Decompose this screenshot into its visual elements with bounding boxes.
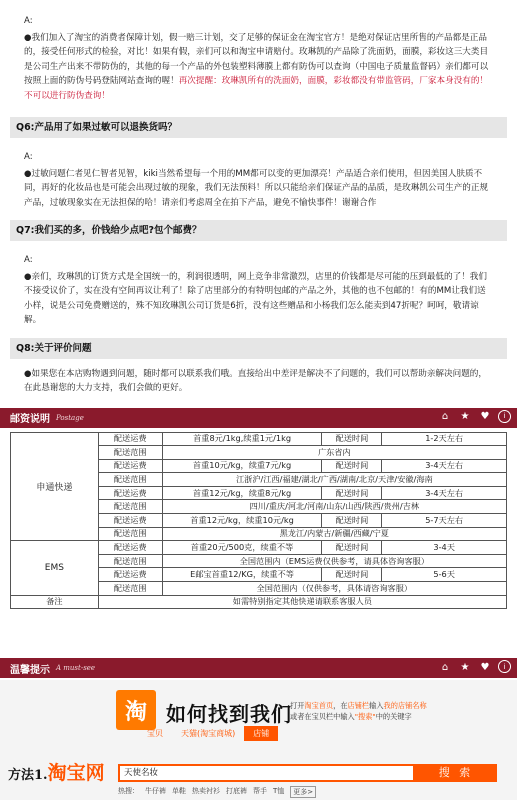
hint-text: 或者在宝贝栏中输入 bbox=[290, 712, 355, 721]
table-cell: 首重8元/1kg,续重1元/1kg bbox=[162, 432, 322, 446]
remark-label: 备注 bbox=[11, 595, 99, 609]
table-cell: 首重12元/kg，续重10元/kg bbox=[162, 514, 322, 528]
hot-link[interactable]: 单鞋 bbox=[172, 787, 186, 795]
table-cell: E邮宝首重12/KG，续重不等 bbox=[162, 568, 322, 582]
search-button[interactable]: 搜 索 bbox=[415, 764, 497, 782]
table-cell: 1-2天左右 bbox=[382, 432, 507, 446]
hot-link[interactable]: 热卖衬衫 bbox=[192, 787, 220, 795]
table-row bbox=[11, 595, 507, 609]
home-icon[interactable]: ⌂ bbox=[441, 661, 449, 673]
hint-text: 打开 bbox=[290, 701, 305, 710]
table-cell: 全国范围内（EMS运费仅供参考，请具体咨询客服） bbox=[162, 554, 506, 568]
hot-label: 热搜： bbox=[118, 787, 139, 795]
method-prefix: 方法1. bbox=[8, 768, 48, 783]
hot-link[interactable]: T恤 bbox=[273, 787, 285, 795]
table-cell: 首重12元/kg，续重8元/kg bbox=[162, 486, 322, 500]
table-row bbox=[11, 432, 507, 446]
answer-text: ●我们加入了淘宝的消费者保障计划，假一赔三计划，交了足够的保证金在淘宝官方！是绝对保证店里所售的产品都是正品的，接受任何形式的检验，对比！如果有假，亲们可以和淘宝申请赔付。玫琳凯的产品除了洗面奶，面膜，彩妆这三大类目是公司生产出来不带防伪的，其他的每一个产品的外包装塑料薄膜上都有防伪可以查询（中国电子质量监督码）亲们都可以按照上面的防伪号码登陆网站查询的喔！ bbox=[24, 32, 489, 86]
table-cell: 配送运费 bbox=[98, 432, 162, 446]
tab-tmall[interactable]: 天猫(淘宝商城) bbox=[181, 729, 236, 738]
hint-text: 输入 bbox=[369, 701, 384, 710]
shipping-table bbox=[10, 432, 507, 610]
hint-highlight: 淘宝首页 bbox=[304, 701, 334, 710]
carrier-name: 申通快递 bbox=[11, 432, 99, 541]
table-cell: 配送运费 bbox=[98, 514, 162, 528]
hint-highlight: 我的店铺名称 bbox=[383, 701, 427, 710]
table-cell: 黑龙江/内蒙古/新疆/西藏/宁夏 bbox=[162, 527, 506, 541]
table-cell: 配送范围 bbox=[98, 473, 162, 487]
answer-text: ●如果您在本店购物遇到问题，随时都可以联系我们哦。直接给出中差评是解决不了问题的，我们可以帮助亲解决问题的，在此恳谢您的大力支持，我们会做的更好。 bbox=[24, 368, 487, 393]
hot-searches bbox=[118, 786, 316, 798]
star-icon[interactable]: ★ bbox=[460, 411, 470, 422]
shipping-subtitle: Postage bbox=[56, 413, 84, 422]
tab-items[interactable]: 宝贝 bbox=[147, 729, 163, 738]
table-cell: 配送时间 bbox=[322, 459, 382, 473]
answer-label: A: bbox=[24, 255, 33, 265]
tab-shops[interactable]: 店铺 bbox=[244, 726, 278, 741]
star-icon[interactable]: ★ bbox=[460, 661, 470, 673]
method-label bbox=[8, 758, 105, 785]
answer-text: ●过敏问题仁者见仁智者见智，kiki当然希望每一个用的MM都可以变的更加漂亮！产品适合亲们使用，但因美国人肤质不同，再好的化妆品也是可能会出现过敏的现象，我们无法预料！所以只能给亲们保证产品的品质，是玫琳凯公司生产的正规产品，过敏现象实在无法担保的哈！请亲们考虑周全在拍下产品，避免不愉快事件！谢谢合作 bbox=[24, 168, 489, 208]
header-icons bbox=[438, 410, 511, 424]
tips-title: 温馨提示 bbox=[10, 664, 50, 676]
table-cell: 配送时间 bbox=[322, 486, 382, 500]
table-cell: 江浙沪/江西/福建/湖北/广西/湖南/北京/天津/安徽/海南 bbox=[162, 473, 506, 487]
info-icon[interactable]: i bbox=[498, 410, 511, 423]
table-cell: 5-6天 bbox=[382, 568, 507, 582]
taobao-logo-icon: 淘 bbox=[116, 690, 156, 730]
table-cell: 配送运费 bbox=[98, 568, 162, 582]
table-cell: 配送时间 bbox=[322, 568, 382, 582]
answer-warning: 再次提醒：玫琳凯所有的洗面奶，面膜，彩妆都没有带监管码，厂家本身没有的！不可以进行防伪查询！ bbox=[24, 76, 489, 101]
question-q6: Q6:产品用了如果过敏可以退换货吗？ bbox=[10, 117, 507, 138]
table-cell: 3-4天左右 bbox=[382, 459, 507, 473]
carrier-name: EMS bbox=[11, 541, 99, 595]
remark-text: 如需特别指定其他快递请联系客服人员 bbox=[98, 595, 506, 609]
table-cell: 配送范围 bbox=[98, 582, 162, 596]
heart-icon[interactable]: ♥ bbox=[480, 411, 490, 422]
table-cell: 首重20元/500克，续重不等 bbox=[162, 541, 322, 555]
tips-header-bar bbox=[0, 658, 517, 678]
hint-highlight: "搜索" bbox=[354, 712, 376, 721]
table-cell: 配送运费 bbox=[98, 459, 162, 473]
heart-icon[interactable]: ♥ bbox=[480, 661, 490, 673]
info-icon[interactable]: i bbox=[498, 660, 511, 673]
table-cell: 3-4天 bbox=[382, 541, 507, 555]
hint-text: ，在 bbox=[333, 701, 348, 710]
search-input[interactable]: 天使名妆 bbox=[118, 764, 415, 782]
table-cell: 配送运费 bbox=[98, 541, 162, 555]
hint-highlight: 店铺栏 bbox=[347, 701, 370, 710]
table-cell: 配送时间 bbox=[322, 541, 382, 555]
home-icon[interactable]: ⌂ bbox=[441, 411, 449, 422]
header-icons bbox=[438, 660, 511, 674]
table-cell: 5-7天左右 bbox=[382, 514, 507, 528]
hint-text: 中的关键字 bbox=[375, 712, 412, 721]
hot-link[interactable]: 打底裤 bbox=[226, 787, 247, 795]
method-brand: 淘宝网 bbox=[47, 762, 105, 784]
table-cell: 配送时间 bbox=[322, 514, 382, 528]
question-q7: Q7:我们买的多，价钱给少点吧?包个邮费？ bbox=[10, 220, 507, 241]
answer-label: A: bbox=[24, 16, 33, 26]
more-link[interactable]: 更多> bbox=[290, 786, 316, 798]
hot-link[interactable]: 帮手 bbox=[253, 787, 267, 795]
answer-block-q5 bbox=[10, 0, 507, 109]
answer-block-q7 bbox=[10, 241, 507, 334]
tips-subtitle: A must-see bbox=[56, 664, 96, 672]
table-cell: 3-4天左右 bbox=[382, 486, 507, 500]
answer-block-q6 bbox=[10, 138, 507, 216]
table-cell: 全国范围内（仅供参考，具体请咨询客服） bbox=[162, 582, 506, 596]
table-cell: 配送范围 bbox=[98, 527, 162, 541]
table-cell: 四川/重庆/河北/河南/山东/山西/陕西/贵州/吉林 bbox=[162, 500, 506, 514]
table-cell: 配送范围 bbox=[98, 554, 162, 568]
find-us-panel bbox=[0, 680, 517, 800]
table-cell: 配送范围 bbox=[98, 500, 162, 514]
shipping-header-bar bbox=[0, 408, 517, 428]
table-cell: 首重10元/kg，续重7元/kg bbox=[162, 459, 322, 473]
hot-link[interactable]: 牛仔裤 bbox=[145, 787, 166, 795]
answer-label: A: bbox=[24, 152, 33, 162]
table-cell: 配送运费 bbox=[98, 486, 162, 500]
answer-block-q8 bbox=[10, 359, 507, 406]
shipping-title: 邮资说明 bbox=[10, 414, 50, 425]
search-tabs bbox=[138, 726, 278, 741]
table-row bbox=[11, 541, 507, 555]
question-q8: Q8:关于评价问题 bbox=[10, 338, 507, 359]
find-us-hint bbox=[290, 700, 480, 722]
find-us-title: 如何找到我们 bbox=[166, 702, 292, 726]
table-cell: 配送时间 bbox=[322, 432, 382, 446]
table-cell: 配送范围 bbox=[98, 446, 162, 460]
table-cell: 广东省内 bbox=[162, 446, 506, 460]
answer-text: ●亲们，玫琳凯的订货方式是全国统一的，利润很透明，网上竞争非常激烈，店里的价钱都是尽可能的压到最低的了！我们不接受议价了，实在没有空间再议让利了！除了店里部分的有特明包邮的产品之外，其他的也不包邮的！有的MM让我们送小样，说是公司免费赠送的，殊不知玫琳凯公司订货是6折，没有这些赠品和小杨我们怎么能卖到47折呢？呵呵，敬请谅解。 bbox=[24, 271, 487, 325]
